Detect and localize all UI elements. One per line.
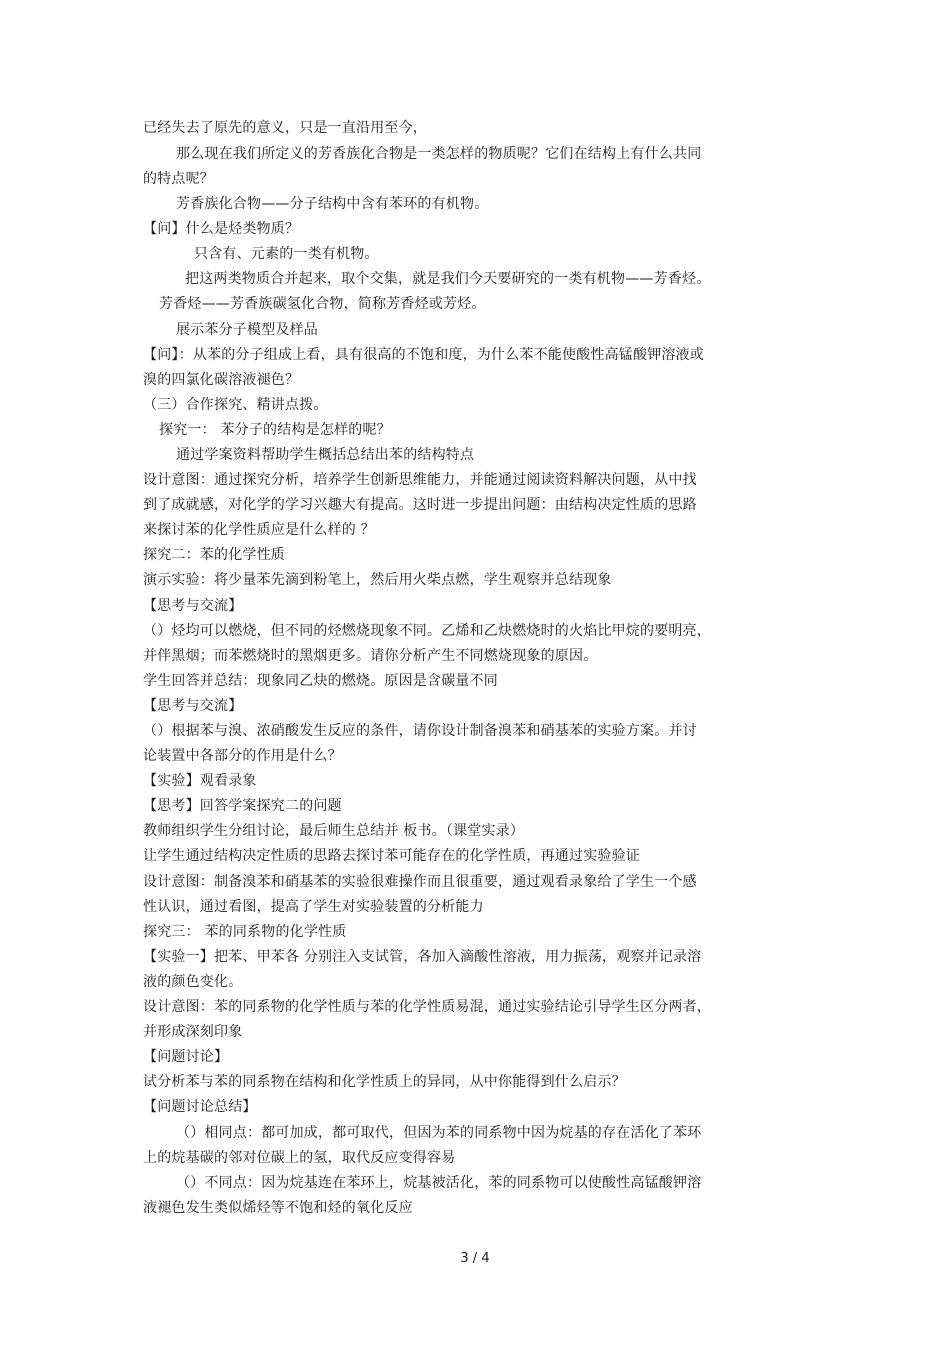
text-line: 试分析苯与苯的同系物在结构和化学性质上的异同，从中你能得到什么启示？ bbox=[143, 1074, 626, 1090]
text-line: 设计意图：通过探究分析，培养学生创新思维能力，并能通过阅读资料解决问题，从中找 bbox=[143, 472, 697, 488]
text-line: 那么现在我们所定义的芳香族化合物是一类怎样的物质呢？它们在结构上有什么共同 bbox=[176, 146, 702, 162]
text-line: 【思考】回答学案探究二的问题 bbox=[143, 798, 342, 814]
text-line: 教师组织学生分组讨论，最后师生总结并 板书。（课堂实录） bbox=[143, 823, 525, 839]
text-line: 芳香烃——芳香族碳氢化合物，简称芳香烃或芳烃。 bbox=[159, 296, 486, 312]
text-line: 性认识，通过看图，提高了学生对实验装置的分析能力 bbox=[143, 899, 484, 915]
text-line: 设计意图：制备溴苯和硝基苯的实验很难操作而且很重要，通过观看录象给了学生一个感 bbox=[143, 874, 697, 890]
text-line: 已经失去了原先的意义，只是一直沿用至今， bbox=[143, 120, 427, 136]
text-line: 论装置中各部分的作用是什么？ bbox=[143, 748, 342, 764]
text-line: 溴的四氯化碳溶液褪色？ bbox=[143, 372, 300, 388]
text-line: 【问】什么是烃类物质？ bbox=[143, 221, 300, 237]
text-line: 【思考与交流】 bbox=[143, 698, 243, 714]
text-line: 芳香族化合物——分子结构中含有苯环的有机物。 bbox=[176, 196, 489, 212]
text-line: 【思考与交流】 bbox=[143, 598, 243, 614]
text-line: 只含有、元素的一类有机物。 bbox=[194, 246, 379, 262]
text-line: 的特点呢？ bbox=[143, 171, 214, 187]
text-line: 【问题讨论】 bbox=[143, 1049, 229, 1065]
text-line: 把这两类物质合并起来，取个交集，就是我们今天要研究的一类有机物——芳香烃。 bbox=[185, 271, 711, 287]
text-line: 设计意图：苯的同系物的化学性质与苯的化学性质易混，通过实验结论引导学生区分两者， bbox=[143, 999, 711, 1015]
text-line: 学生回答并总结：现象同乙炔的燃烧。原因是含碳量不同 bbox=[143, 673, 498, 689]
text-line: 【问题讨论总结】 bbox=[143, 1099, 257, 1115]
text-line: （三）合作探究、精讲点拨。 bbox=[143, 397, 328, 413]
text-line: 让学生通过结构决定性质的思路去探讨苯可能存在的化学性质，再通过实验验证 bbox=[143, 848, 640, 864]
text-line: （）根据苯与溴、浓硝酸发生反应的条件，请你设计制备溴苯和硝基苯的实验方案。并讨 bbox=[143, 723, 697, 739]
text-line: （）不同点：因为烷基连在苯环上，烷基被活化，苯的同系物可以使酸性高锰酸钾溶 bbox=[176, 1175, 702, 1191]
text-line: 并伴黑烟；而苯燃烧时的黑烟更多。请你分析产生不同燃烧现象的原因。 bbox=[143, 648, 598, 664]
text-line: （）相同点：都可加成，都可取代，但因为苯的同系物中因为烷基的存在活化了苯环 bbox=[176, 1125, 702, 1141]
text-line: 到了成就感，对化学的学习兴趣大有提高。这时进一步提出问题：由结构决定性质的思路 bbox=[143, 497, 697, 513]
text-line: 展示苯分子模型及样品 bbox=[176, 322, 318, 338]
text-line: 【实验一】把苯、甲苯各 分别注入支试管，各加入滴酸性溶液，用力振荡，观察并记录溶 bbox=[143, 949, 702, 965]
text-line: 探究三： 苯的同系物的化学性质 bbox=[143, 924, 347, 940]
text-line: （）烃均可以燃烧，但不同的烃燃烧现象不同。乙烯和乙炔燃烧时的火焰比甲烷的要明亮， bbox=[143, 623, 711, 639]
text-line: 上的烷基碳的邻对位碳上的氢，取代反应变得容易 bbox=[143, 1150, 456, 1166]
page-number: 3 / 4 bbox=[460, 1251, 490, 1266]
text-line: 液褪色发生类似烯烃等不饱和烃的氧化反应 bbox=[143, 1200, 413, 1216]
text-line: 来探讨苯的化学性质应是什么样的 ？ bbox=[143, 522, 375, 538]
text-line: 通过学案资料帮助学生概括总结出苯的结构特点 bbox=[176, 447, 475, 463]
text-line: 探究二：苯的化学性质 bbox=[143, 547, 285, 563]
text-line: 并形成深刻印象 bbox=[143, 1024, 243, 1040]
text-line: 【实验】观看录象 bbox=[143, 773, 257, 789]
text-line: 液的颜色变化。 bbox=[143, 974, 243, 990]
text-line: 演示实验：将少量苯先滴到粉笔上，然后用火柴点燃，学生观察并总结现象 bbox=[143, 572, 612, 588]
text-line: 探究一： 苯分子的结构是怎样的呢？ bbox=[159, 422, 391, 438]
text-line: 【问】：从苯的分子组成上看，具有很高的不饱和度，为什么苯不能使酸性高锰酸钾溶液或 bbox=[143, 347, 704, 363]
